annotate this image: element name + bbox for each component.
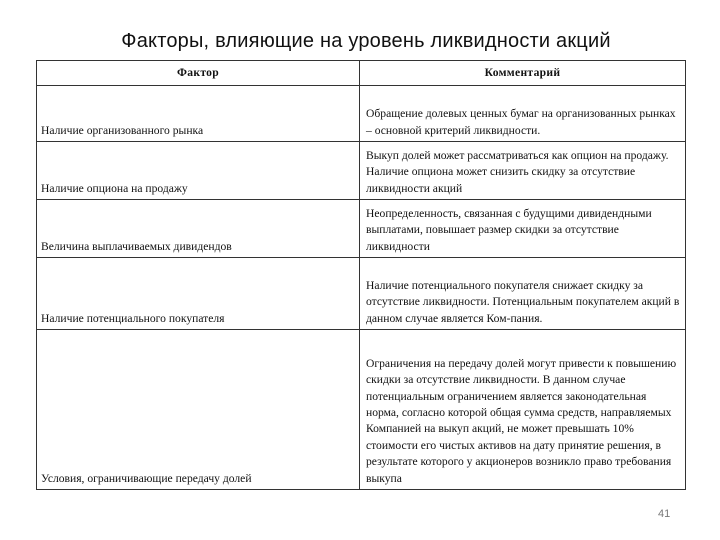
table-row: [37, 142, 686, 200]
table-row: [37, 86, 686, 142]
comment-cell: Неопределенность, связанная с будущими дивидендными выплатами, повышает размер скидки за отсутствие ликвидности: [360, 200, 686, 258]
table-row: [37, 330, 686, 490]
factors-table: [36, 60, 686, 490]
table-header-row: [37, 61, 686, 86]
comment-cell: Обращение долевых ценных бумаг на организованных рынках – основной критерий ликвидности.: [360, 86, 686, 142]
comment-cell: Ограничения на передачу долей могут привести к повышению скидки за отсутствие ликвидности. В данном случае потенциальным ограничением является законодательная норма, согласно которой общая сумма средств, направляемых Компанией на выкуп акций, не может превышать 10% стоимости его чистых активов на дату принятие решения, в результате которого у акционеров возникло право требования выкупа: [360, 330, 686, 490]
page-number: 41: [658, 508, 671, 520]
slide-title: Факторы, влияющие на уровень ликвидности акций: [121, 30, 611, 52]
column-header-comment: Комментарий: [360, 61, 686, 86]
factor-cell: Условия, ограничивающие передачу долей: [37, 330, 360, 490]
factor-cell: Наличие организованного рынка: [37, 86, 360, 142]
comment-cell: Выкуп долей может рассматриваться как опцион на продажу. Наличие опциона может снизить скидку за отсутствие ликвидности акций: [360, 142, 686, 200]
table-row: [37, 200, 686, 258]
factor-cell: Наличие опциона на продажу: [37, 142, 360, 200]
comment-cell: Наличие потенциального покупателя снижает скидку за отсутствие ликвидности. Потенциальным покупателем акций в данном случае является Ком-пания.: [360, 258, 686, 330]
factor-cell: Величина выплачиваемых дивидендов: [37, 200, 360, 258]
table-row: [37, 258, 686, 330]
factor-cell: Наличие потенциального покупателя: [37, 258, 360, 330]
column-header-factor: Фактор: [37, 61, 360, 86]
